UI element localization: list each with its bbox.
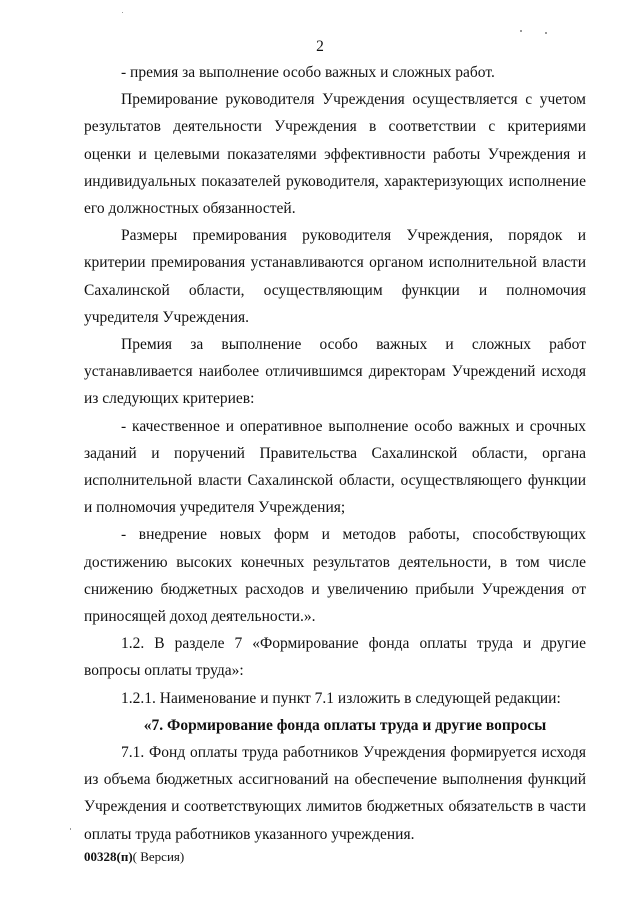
- scan-speck: [70, 828, 71, 830]
- paragraph-bonus-item: - премия за выполнение особо важных и сложных работ.: [121, 64, 495, 81]
- section-heading: «7. Формирование фонда оплаты труда и другие вопросы: [143, 716, 547, 734]
- document-code: [84, 848, 184, 866]
- document-code-number: 00328(п): [84, 849, 133, 864]
- paragraph-item-7-1: 7.1. Фонд оплаты труда работников Учреждения формируется исходя из объема бюджетных ассигнований на обеспечение выполнения функций Учреждения и соответствующих лимитов бюджетных обязательств в части оплаты труда работников указанного учреждения.: [84, 744, 586, 843]
- paragraph-bonus-criteria: Премия за выполнение особо важных и сложных работ устанавливается наиболее отличившимся директорам Учреждений исходя из следующих критериев:: [84, 336, 586, 408]
- scan-speck: [545, 32, 547, 34]
- paragraph-criterion-1: - качественное и оперативное выполнение особо важных и срочных заданий и поручений Правительства Сахалинской области, органа исполнительной власти Сахалинской области, осуществляющего функции и полномочия учредителя Учреждения;: [84, 417, 586, 517]
- document-body: [84, 59, 586, 848]
- paragraph-criterion-2: - внедрение новых форм и методов работы, способствующих достижению высоких конечных результатов деятельности, в том числе снижению бюджетных расходов и увеличению прибыли Учреждения от приносящей доход деятельности.».: [84, 526, 586, 626]
- paragraph-bonus-amounts: Размеры премирования руководителя Учреждения, порядок и критерии премирования устанавливаются органом исполнительной власти Сахалинской области, осуществляющим функции и полномочия учредителя Учреждения.: [84, 227, 586, 326]
- paragraph-item-1-2-1: 1.2.1. Наименование и пункт 7.1 изложить в следующей редакции:: [121, 689, 561, 707]
- scan-speck: [122, 12, 123, 13]
- document-code-suffix: ( Версия): [132, 849, 185, 864]
- scan-speck: [520, 30, 522, 32]
- paragraph-head-bonus: Премирование руководителя Учреждения осуществляется с учетом результатов деятельности Учреждения в соответствии с критериями оценки и целевыми показателями эффективности работы Учреждения и индивидуальных показателей руководителя, характеризующих исполнение его должностных обязанностей.: [84, 91, 586, 218]
- page-number: 2: [316, 38, 324, 55]
- paragraph-section-7: 1.2. В разделе 7 «Формирование фонда оплаты труда и другие вопросы оплаты труда»:: [84, 635, 586, 680]
